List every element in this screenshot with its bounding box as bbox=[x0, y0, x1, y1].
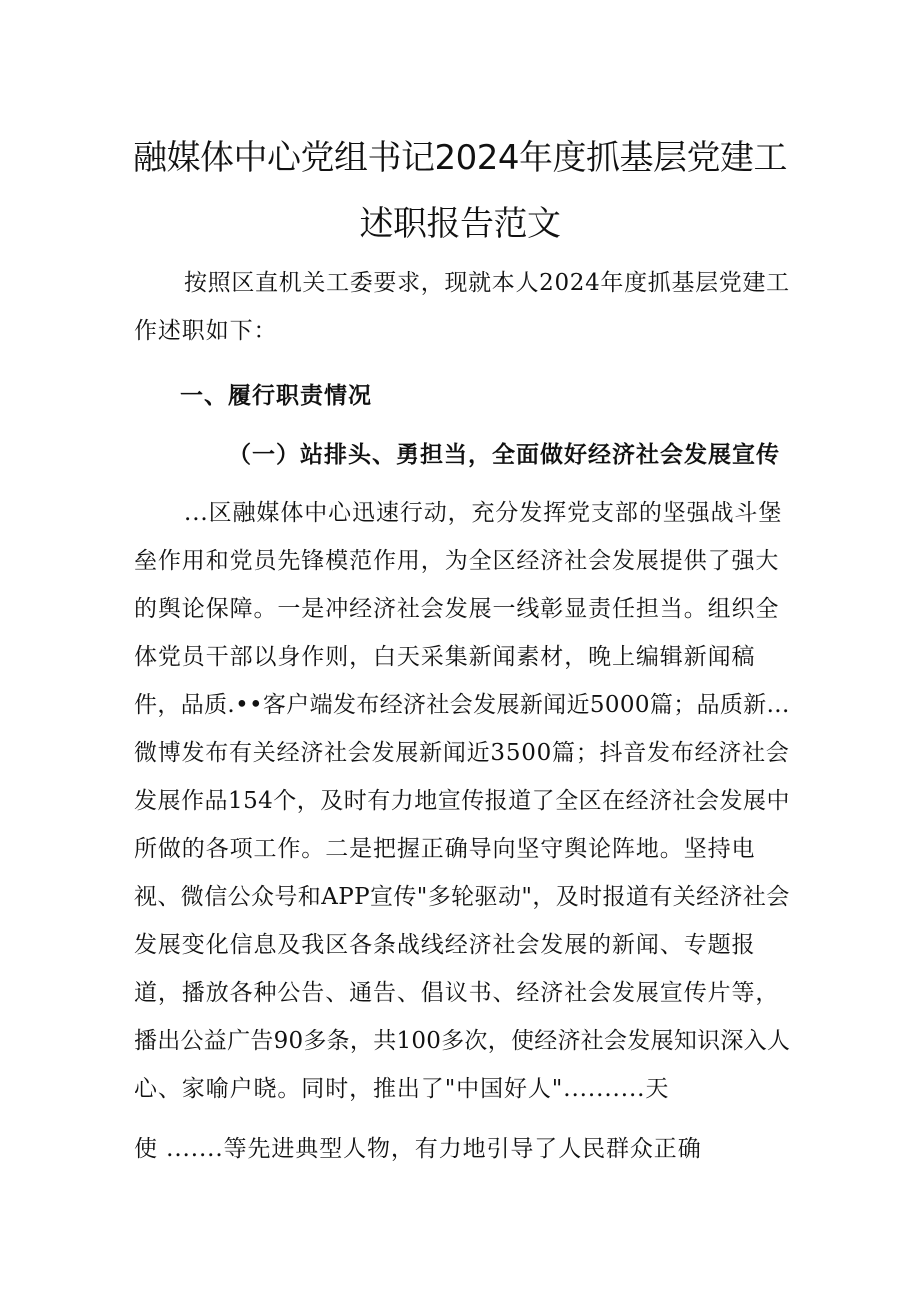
body-line-3: 的舆论保障。一是冲经济社会发展一线彰显责任担当。组织全 bbox=[134, 596, 780, 622]
body-line-7: 发展作品154个，及时有力地宣传报道了全区在经济社会发展中 bbox=[134, 788, 790, 814]
document-title-line-2: 述职报告范文 bbox=[359, 204, 561, 244]
document-title-line-1: 融媒体中心党组书记2024年度抓基层党建工 bbox=[132, 138, 788, 178]
body-line-12: 播出公益广告90多条，共100多次，使经济社会发展知识深入人 bbox=[134, 1028, 791, 1054]
body-line-13: 心、家喻户晓。同时，推出了"中国好人"..........天 bbox=[134, 1076, 670, 1102]
body-line-9: 视、微信公众号和APP宣传"多轮驱动"，及时报道有关经济社会 bbox=[134, 884, 790, 910]
body-line-11: 道，播放各种公告、通告、倡议书、经济社会发展宣传片等， bbox=[134, 980, 780, 1006]
section-heading: 一、履行职责情况 bbox=[180, 382, 372, 409]
body-line-5: 件，品质.••客户端发布经济社会发展新闻近5000篇；品质新... bbox=[134, 692, 790, 718]
body-line-8: 所做的各项工作。二是把握正确导向坚守舆论阵地。坚持电 bbox=[134, 836, 756, 862]
intro-line-2: 作述职如下： bbox=[134, 318, 278, 344]
body-line-14: 使 .......等先进典型人物，有力地引导了人民群众正确 bbox=[134, 1136, 702, 1162]
body-line-2: 垒作用和党员先锋模范作用，为全区经济社会发展提供了强大 bbox=[134, 548, 780, 574]
body-line-10: 发展变化信息及我区各条战线经济社会发展的新闻、专题报 bbox=[134, 932, 756, 958]
body-line-6: 微博发布有关经济社会发展新闻近3500篇；抖音发布经济社会 bbox=[134, 740, 790, 766]
body-line-4: 体党员干部以身作则，白天采集新闻素材，晚上编辑新闻稿 bbox=[134, 644, 756, 670]
intro-line-1: 按照区直机关工委要求，现就本人2024年度抓基层党建工 bbox=[184, 270, 790, 296]
body-line-1: ...区融媒体中心迅速行动，充分发挥党支部的坚强战斗堡 bbox=[184, 500, 783, 526]
subsection-heading: （一）站排头、勇担当，全面做好经济社会发展宣传 bbox=[228, 441, 780, 468]
